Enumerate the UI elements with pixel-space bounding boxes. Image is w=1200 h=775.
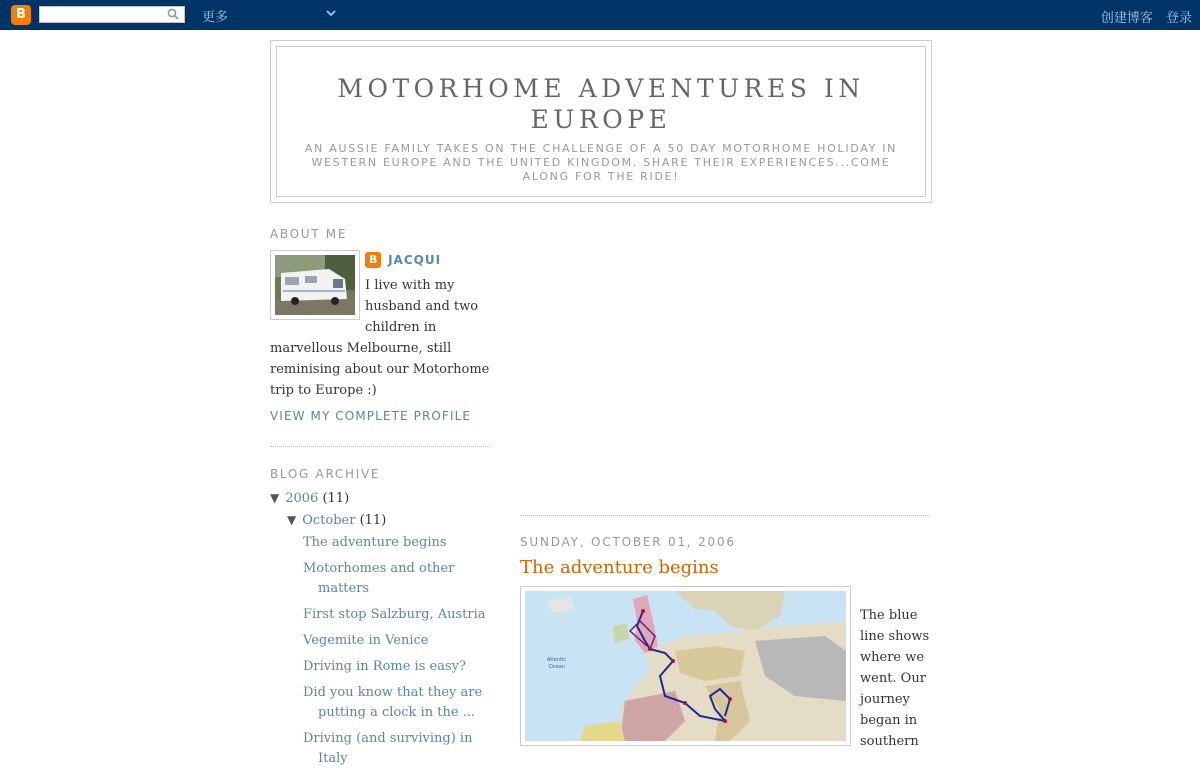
chevron-down-icon[interactable]	[326, 9, 336, 17]
archive-year-count: (11)	[322, 491, 350, 506]
sidebar-divider	[270, 446, 490, 447]
archive-month-row	[287, 511, 386, 530]
post-body: The blue line shows where we went. Our journey began in southern	[860, 608, 930, 749]
about-me-heading: ABOUT ME	[270, 227, 348, 241]
profile-bio: I live with my husband and two children in marvellous Melbourne, still reminising about our Motorhome trip to Europe :)	[270, 278, 490, 398]
europe-map-image[interactable]	[520, 586, 851, 746]
svg-text:Atlantic: Atlantic	[547, 657, 567, 663]
blog-description: AN AUSSIE FAMILY TAKES ON THE CHALLENGE OF A 50 DAY MOTORHOME HOLIDAY IN WESTERN EUROPE AND THE UNITED KINGDOM. SHARE THEIR EXPERIENCES...COME ALONG FOR THE RIDE!	[304, 142, 898, 183]
archive-post-list	[303, 533, 493, 775]
view-profile-link[interactable]: VIEW MY COMPLETE PROFILE	[270, 409, 472, 423]
profile-bio-block	[270, 275, 490, 401]
collapse-toggle-icon[interactable]: ▼	[270, 491, 280, 505]
search-icon[interactable]	[167, 8, 179, 20]
archive-month-count: (11)	[359, 513, 387, 528]
post-title-link[interactable]: The adventure begins	[520, 557, 719, 578]
profile-name-link[interactable]: JACQUI	[388, 252, 442, 267]
main-divider	[520, 515, 930, 516]
blogger-logo-icon[interactable]: B	[11, 5, 31, 25]
search-box[interactable]	[39, 6, 185, 23]
more-menu[interactable]: 更多	[202, 10, 229, 25]
search-input[interactable]	[40, 12, 160, 27]
archive-post-link[interactable]: Did you know that they are putting a clock in the ...	[303, 685, 483, 720]
archive-post-link[interactable]: Motorhomes and other matters	[303, 561, 455, 596]
collapse-toggle-icon[interactable]: ▼	[287, 513, 297, 527]
archive-year-row	[270, 489, 349, 508]
archive-post-link[interactable]: The adventure begins	[303, 535, 447, 550]
login-link[interactable]: 登录	[1165, 11, 1192, 26]
archive-month-link[interactable]: October	[302, 513, 356, 528]
create-blog-link[interactable]: 创建博客	[1100, 11, 1153, 26]
archive-year-link[interactable]: 2006	[285, 491, 319, 506]
sidebar	[270, 226, 490, 766]
blog-archive-heading: BLOG ARCHIVE	[270, 467, 381, 481]
archive-post-link[interactable]: Driving in Rome is easy?	[303, 659, 466, 674]
svg-text:Ocean: Ocean	[549, 664, 565, 670]
navbar	[0, 0, 1200, 30]
blog-title[interactable]: MOTORHOME ADVENTURES IN EUROPE	[337, 74, 865, 134]
archive-post-link[interactable]: Vegemite in Venice	[303, 633, 429, 648]
post-date: SUNDAY, OCTOBER 01, 2006	[520, 535, 736, 549]
archive-post-link[interactable]: First stop Salzburg, Austria	[303, 607, 486, 622]
blog-header	[270, 40, 932, 203]
blogger-profile-icon: B	[365, 252, 381, 268]
archive-post-link[interactable]: Driving (and surviving) in Italy	[303, 731, 473, 766]
